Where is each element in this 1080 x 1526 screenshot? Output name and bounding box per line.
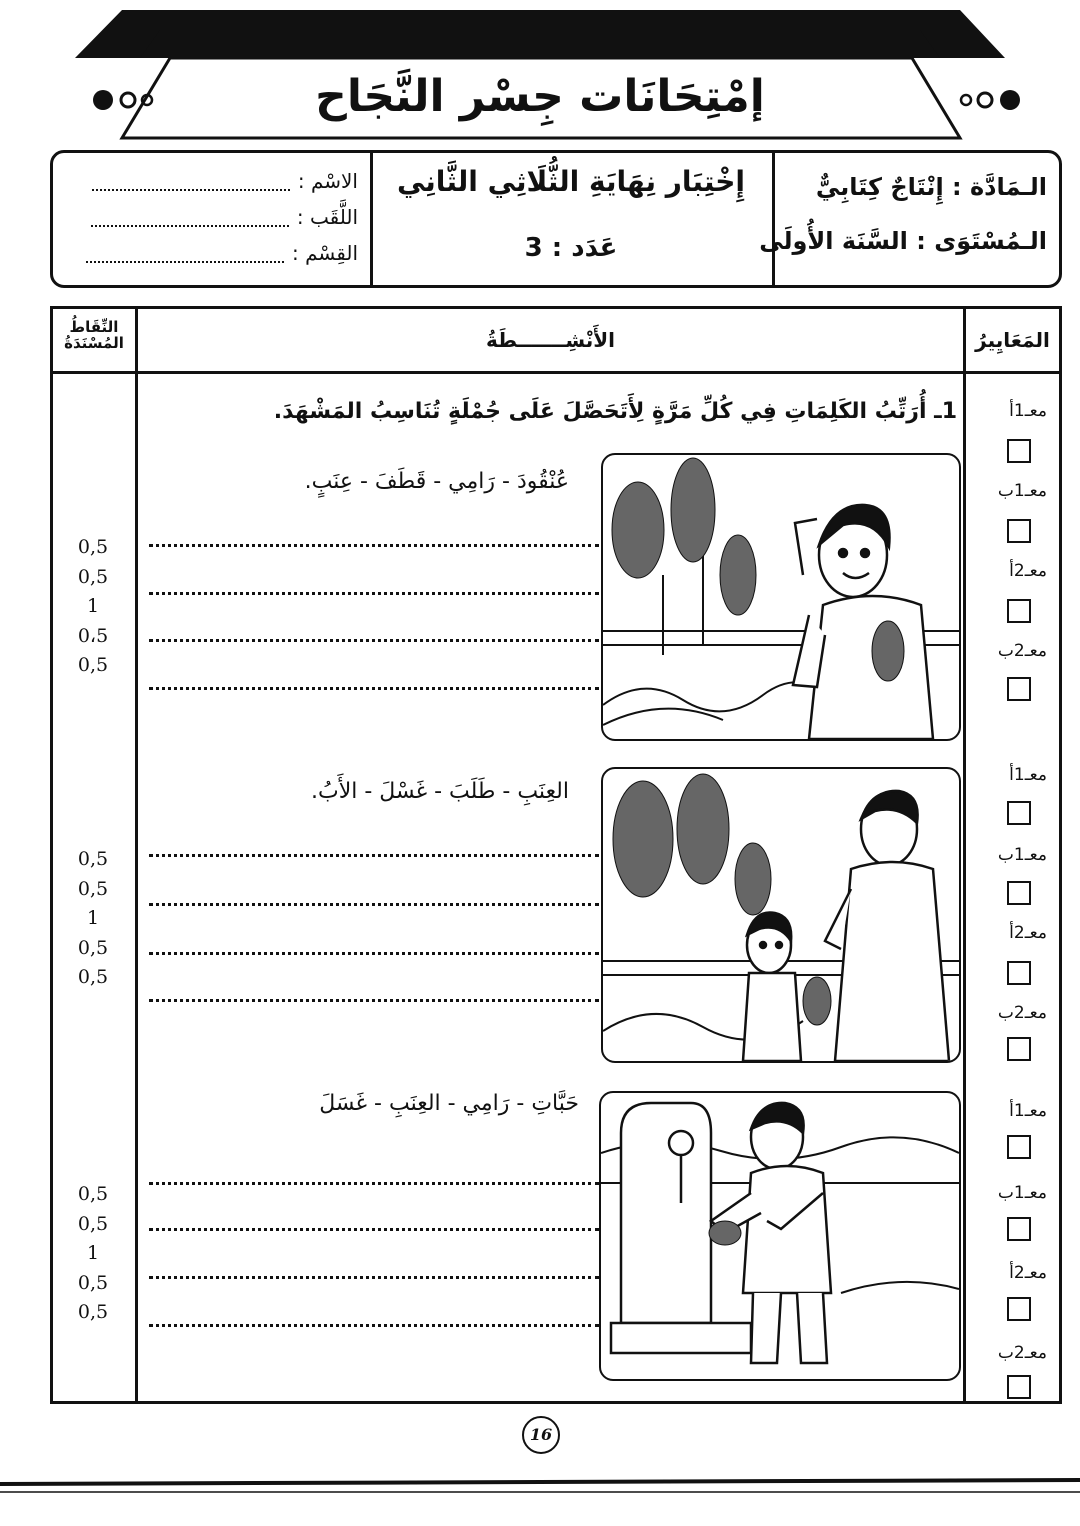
score: 1 bbox=[86, 1242, 100, 1264]
class-blank[interactable] bbox=[86, 247, 284, 263]
class-label: القِسْم : bbox=[291, 241, 358, 265]
student-info-section bbox=[53, 153, 373, 285]
criteria-column-divider bbox=[963, 309, 966, 1401]
exam-title: إِخْتِبَار نِهَايَةِ الثُّلَاثِي الثَّانِي bbox=[396, 165, 746, 198]
criterion-checkbox-2b[interactable] bbox=[1007, 1375, 1031, 1399]
score: 0,5 bbox=[77, 966, 109, 988]
instruction-text: 1ـ أُرَتِّبُ الكَلِمَاتِ فِي كُلِّ مَرَّةٍ لِأَتَحَصَّلَ عَلَى جُمْلَةٍ تُنَاسِبُ المَشْهَدَ. bbox=[273, 399, 957, 424]
exercise-1-answer-line-4[interactable] bbox=[149, 687, 599, 690]
exercise-1-answer-line-3[interactable] bbox=[149, 639, 599, 642]
criterion-label-1b: معـ1ب bbox=[997, 845, 1047, 865]
criterion-checkbox-1a[interactable] bbox=[1007, 439, 1031, 463]
exercise-3-answer-line-1[interactable] bbox=[149, 1182, 599, 1185]
father-and-son-illustration bbox=[603, 769, 959, 1061]
criterion-label-1b: معـ1ب bbox=[997, 481, 1047, 501]
exercise-2-answer-line-3[interactable] bbox=[149, 952, 599, 955]
score: 0,5 bbox=[77, 848, 109, 870]
points-column-divider bbox=[135, 309, 138, 1401]
criterion-label-1a: معـ1أ bbox=[1009, 1101, 1047, 1121]
criterion-checkbox-2a[interactable] bbox=[1007, 1297, 1031, 1321]
score: 1 bbox=[86, 907, 100, 929]
surname-blank[interactable] bbox=[91, 211, 289, 227]
activities-table bbox=[50, 306, 1062, 1404]
right-dots-ornament bbox=[961, 90, 1020, 110]
criterion-label-2b: معـ2ب bbox=[997, 1343, 1047, 1363]
score: 0،5 bbox=[77, 624, 109, 647]
criterion-label-2a: معـ2أ bbox=[1009, 561, 1047, 581]
banner-title: إمْتِحَانَات جِسْر النَّجَاح bbox=[315, 71, 765, 122]
exercise-1-picture bbox=[601, 453, 961, 741]
name-blank[interactable] bbox=[92, 175, 290, 191]
criterion-label-2a: معـ2أ bbox=[1009, 1263, 1047, 1283]
exercise-2-answer-line-4[interactable] bbox=[149, 999, 599, 1002]
criterion-label-2a: معـ2أ bbox=[1009, 923, 1047, 943]
criterion-checkbox-2a[interactable] bbox=[1007, 961, 1031, 985]
surname-label: اللَّقَب : bbox=[296, 205, 358, 229]
surname-field[interactable] bbox=[62, 201, 358, 233]
exercise-3-answer-line-4[interactable] bbox=[149, 1324, 599, 1327]
criterion-checkbox-2b[interactable] bbox=[1007, 677, 1031, 701]
criterion-label-1a: معـ1أ bbox=[1009, 765, 1047, 785]
criterion-checkbox-1b[interactable] bbox=[1007, 881, 1031, 905]
criterion-checkbox-1b[interactable] bbox=[1007, 519, 1031, 543]
criterion-checkbox-2b[interactable] bbox=[1007, 1037, 1031, 1061]
boy-eating-grapes-illustration bbox=[603, 455, 959, 739]
exam-number: عَدَد : 3 bbox=[524, 233, 618, 263]
exercise-1-answer-line-2[interactable] bbox=[149, 592, 599, 595]
score: 0,5 bbox=[77, 877, 109, 900]
score: 0,5 bbox=[77, 1183, 109, 1205]
criterion-label-1a: معـ1أ bbox=[1009, 401, 1047, 421]
criterion-checkbox-1b[interactable] bbox=[1007, 1217, 1031, 1241]
footer-rule bbox=[0, 1470, 1080, 1510]
score: 1 bbox=[86, 595, 100, 617]
subject-text: الـمَادَّة : إِنْتَاجٌ كِتَابِيٌّ bbox=[815, 173, 1047, 201]
exercise-2-scores bbox=[53, 845, 133, 993]
score: 0,5 bbox=[77, 1301, 109, 1323]
name-field[interactable] bbox=[62, 165, 358, 197]
exercise-1-answer-line-1[interactable] bbox=[149, 544, 599, 547]
exercise-2-words: العِنَبِ - طَلَبَ - غَسْلَ - الأَبُ. bbox=[311, 779, 569, 804]
exercise-3-picture bbox=[599, 1091, 961, 1381]
criterion-label-1b: معـ1ب bbox=[997, 1183, 1047, 1203]
boy-washing-grapes-illustration bbox=[601, 1093, 959, 1379]
score: 0,5 bbox=[77, 936, 109, 959]
score: 0,5 bbox=[77, 654, 109, 676]
points-header: النِّقَاطُ المُسْنَدَةُ bbox=[64, 318, 124, 352]
score: 0,5 bbox=[77, 536, 109, 558]
exercise-1-scores bbox=[53, 533, 133, 681]
header-box bbox=[50, 150, 1062, 288]
table-header-divider bbox=[53, 371, 1059, 374]
page-number: 16 bbox=[522, 1416, 560, 1454]
score: 0,5 bbox=[77, 1271, 109, 1294]
exercise-1-words: عُنْقُودَ - رَامِي - قَطَفَ - عِنَبٍ. bbox=[304, 469, 569, 494]
exercise-2-answer-line-1[interactable] bbox=[149, 854, 599, 857]
criterion-checkbox-1a[interactable] bbox=[1007, 1135, 1031, 1159]
criterion-label-2b: معـ2ب bbox=[997, 641, 1047, 661]
level-text: الـمُسْتَوَى : السَّنَة الأُولَى bbox=[759, 227, 1047, 255]
score: 0,5 bbox=[77, 1212, 109, 1235]
activities-header: الأَنْشِـــــــطَةُ bbox=[485, 328, 616, 352]
criterion-checkbox-2a[interactable] bbox=[1007, 599, 1031, 623]
exercise-3-scores bbox=[53, 1180, 133, 1328]
exercise-3-answer-line-3[interactable] bbox=[149, 1276, 599, 1279]
criterion-checkbox-1a[interactable] bbox=[1007, 801, 1031, 825]
exercise-2-answer-line-2[interactable] bbox=[149, 903, 599, 906]
subject-info-section bbox=[759, 153, 1059, 285]
exercise-2-picture bbox=[601, 767, 961, 1063]
exercise-3-words: حَبَّاتِ - رَامِي - العِنَبِ - غَسَلَ bbox=[319, 1091, 579, 1116]
class-field[interactable] bbox=[62, 237, 358, 269]
name-label: الاسْم : bbox=[297, 169, 358, 193]
criterion-label-2b: معـ2ب bbox=[997, 1003, 1047, 1023]
title-banner bbox=[0, 0, 1080, 145]
criteria-header: المَعَايِيرُ bbox=[975, 328, 1050, 352]
score: 0,5 bbox=[77, 565, 109, 588]
exam-info-section bbox=[373, 153, 775, 285]
exercise-3-answer-line-2[interactable] bbox=[149, 1228, 599, 1231]
